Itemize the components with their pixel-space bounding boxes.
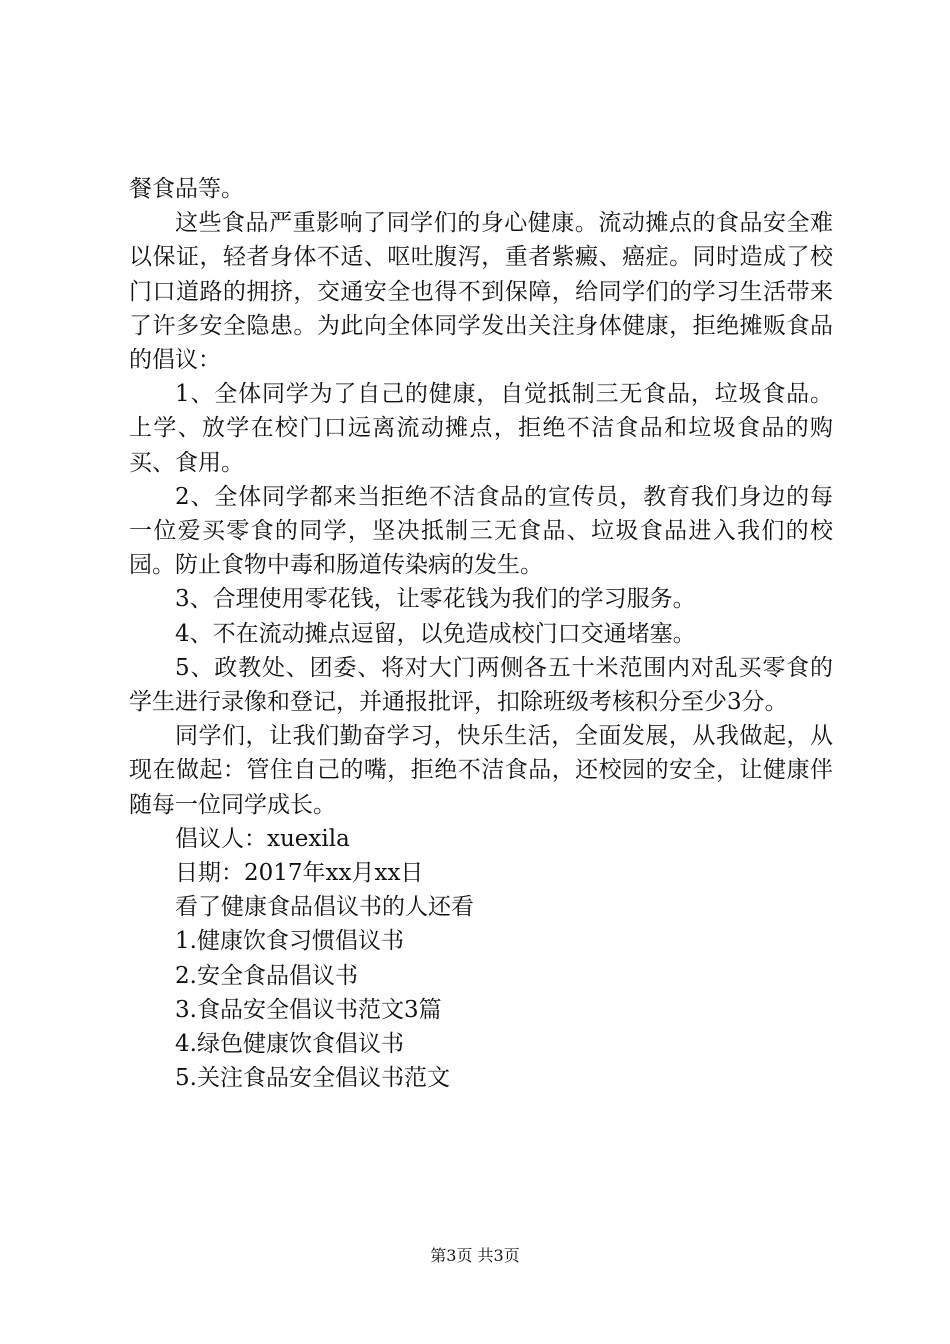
related-link-4[interactable]: 4.绿色健康饮食倡议书: [175, 1031, 404, 1058]
paragraph-closing: 同学们，让我们勤奋学习，快乐生活，全面发展，从我做起，从现在做起：管住自己的嘴，拒绝不洁食品，还校园的安全，让健康伴随每一位同学成长。: [129, 723, 833, 818]
proposal-item-5: 5、政教处、团委、将对大门两侧各五十米范围内对乱买零食的学生进行录像和登记，并通报批评，扣除班级考核积分至少3分。: [129, 654, 833, 716]
proposal-item-3: 3、合理使用零花钱，让零花钱为我们的学习服务。: [175, 586, 696, 613]
document-body: [129, 172, 833, 1095]
proposal-item-2: 2、全体同学都来当拒绝不洁食品的宣传员，教育我们身边的每一位爱买零食的同学，坚决抵制三无食品、垃圾食品进入我们的校园。防止食物中毒和肠道传染病的发生。: [129, 483, 833, 579]
signature-proposer: 倡议人：xuexila: [175, 825, 350, 852]
proposal-item-1: 1、全体同学为了自己的健康，自觉抵制三无食品，垃圾食品。上学、放学在校门口远离流动摊点，拒绝不洁食品和垃圾食品的购买、食用。: [129, 381, 833, 476]
paragraph-continuation: 餐食品等。: [129, 176, 244, 202]
proposal-item-4: 4、不在流动摊点逗留，以免造成校门口交通堵塞。: [175, 620, 696, 647]
related-heading: 看了健康食品倡议书的人还看: [175, 894, 474, 921]
related-link-2[interactable]: 2.安全食品倡议书: [175, 962, 358, 989]
related-link-3[interactable]: 3.食品安全倡议书范文3篇: [175, 996, 442, 1023]
page-number-footer: 第3页 共3页: [430, 1246, 520, 1265]
signature-date: 日期：2017年xx月xx日: [175, 860, 424, 887]
related-link-1[interactable]: 1.健康饮食习惯倡议书: [175, 928, 404, 955]
paragraph-intro: 这些食品严重影响了同学们的身心健康。流动摊点的食品安全难以保证，轻者身体不适、呕吐腹泻，重者紫癜、癌症。同时造成了校门口道路的拥挤，交通安全也得不到保障，给同学们的学习生活带来了许多安全隐患。为此向全体同学发出关注身体健康，拒绝摊贩食品的倡议：: [129, 210, 833, 374]
related-link-5[interactable]: 5.关注食品安全倡议书范文: [175, 1065, 450, 1092]
